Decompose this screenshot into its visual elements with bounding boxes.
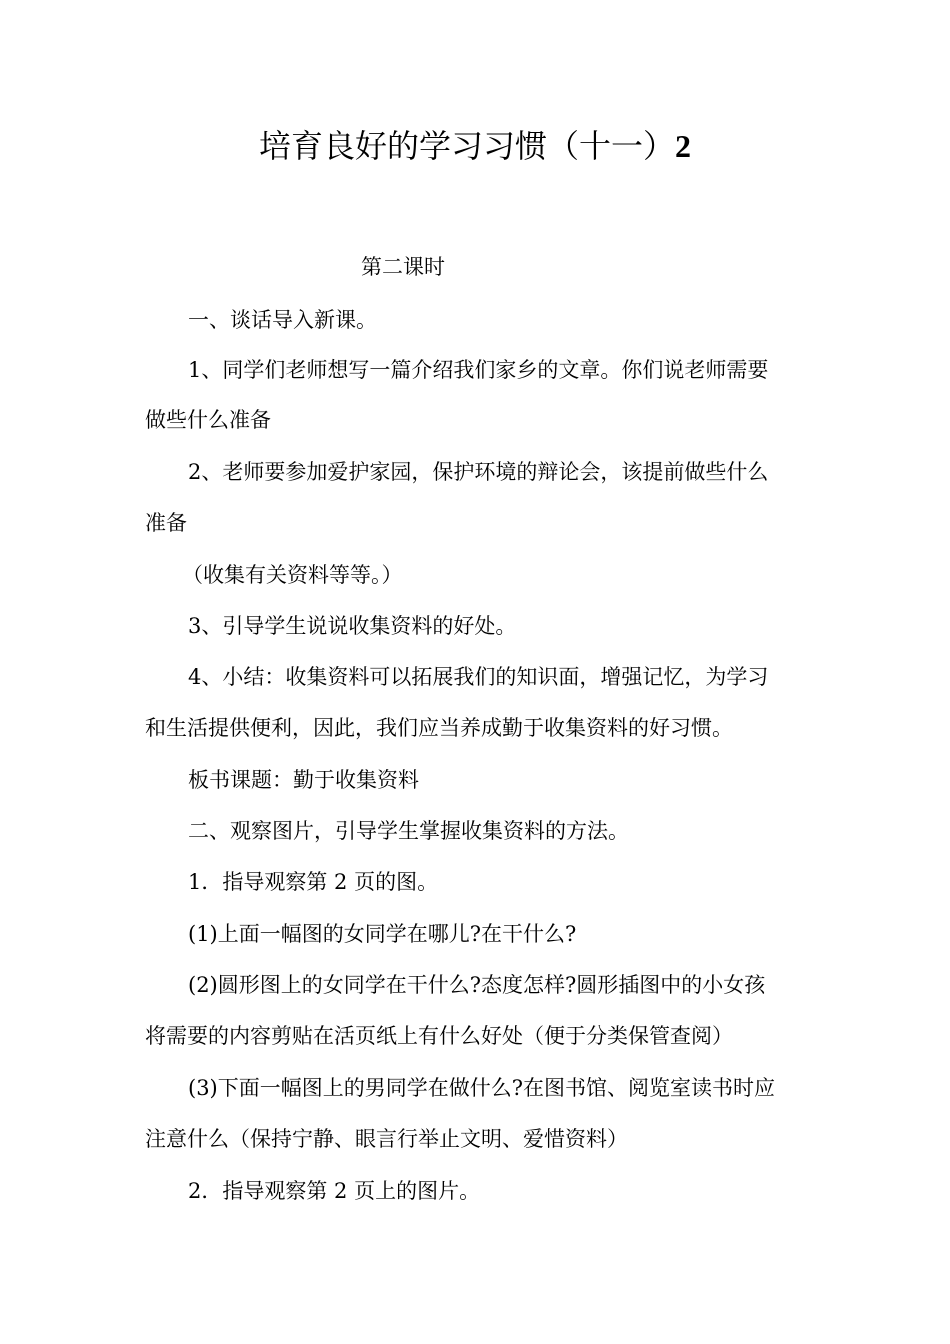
paragraph-line: (2)圆形图上的女同学在干什么?态度怎样?圆形插图中的小女孩 — [188, 973, 766, 997]
section-heading: 一、谈话导入新课。 — [188, 308, 377, 332]
paragraph-line: 做些什么准备 — [145, 408, 271, 432]
paragraph-line: （收集有关资料等等。） — [182, 563, 403, 587]
paragraph-line: 将需要的内容剪贴在活页纸上有什么好处（便于分类保管查阅） — [145, 1024, 733, 1048]
board-title-line: 板书课题：勤于收集资料 — [188, 768, 419, 792]
paragraph-line: 1、同学们老师想写一篇介绍我们家乡的文章。你们说老师需要 — [188, 358, 769, 382]
paragraph-line: 3、引导学生说说收集资料的好处。 — [188, 614, 517, 638]
paragraph-line: 1．指导观察第 2 页的图。 — [188, 870, 439, 894]
paragraph-line: (1)上面一幅图的女同学在哪儿?在干什么? — [188, 922, 577, 946]
title-number: 2 — [675, 128, 691, 164]
document-title — [0, 124, 950, 168]
title-text: 培育良好的学习习惯（十一） — [258, 127, 675, 165]
section-heading: 二、观察图片，引导学生掌握收集资料的方法。 — [188, 819, 629, 843]
paragraph-line: 注意什么（保持宁静、眼言行举止文明、爱惜资料） — [145, 1127, 628, 1151]
paragraph-line: 4、小结：收集资料可以拓展我们的知识面，增强记忆，为学习 — [188, 665, 769, 689]
paragraph-line: 和生活提供便利，因此，我们应当养成勤于收集资料的好习惯。 — [145, 716, 733, 740]
lesson-subtitle: 第二课时 — [361, 255, 445, 279]
paragraph-line: 2．指导观察第 2 页上的图片。 — [188, 1179, 481, 1203]
paragraph-line: 准备 — [145, 511, 187, 535]
paragraph-line: 2、老师要参加爱护家园，保护环境的辩论会，该提前做些什么 — [188, 460, 769, 484]
paragraph-line: (3)下面一幅图上的男同学在做什么?在图书馆、阅览室读书时应 — [188, 1076, 776, 1100]
